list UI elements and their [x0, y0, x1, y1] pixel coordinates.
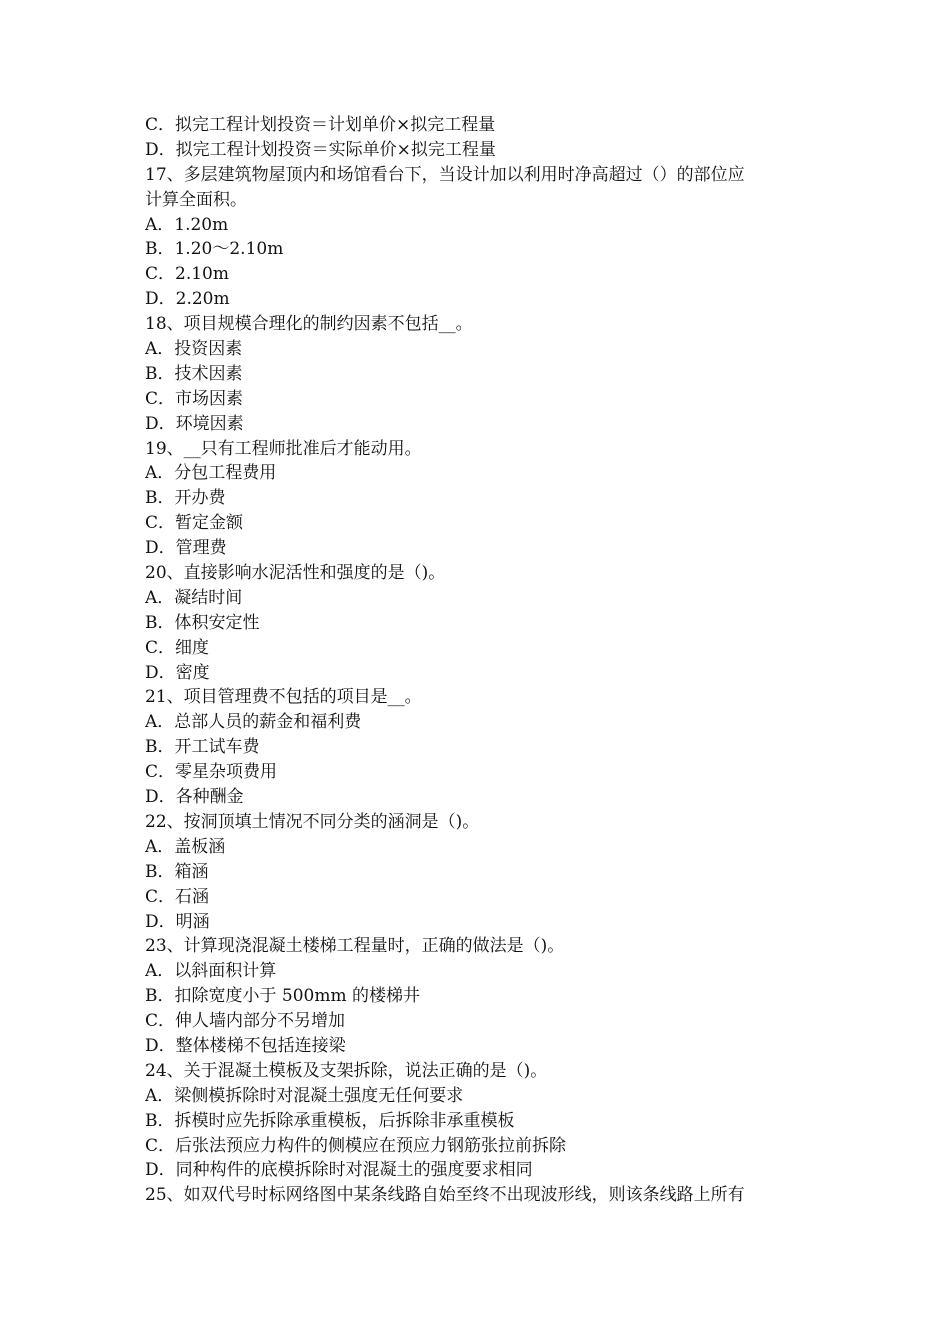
- question-19: 19、__只有工程师批准后才能动用。: [145, 438, 422, 459]
- question-18: 18、项目规模合理化的制约因素不包括__。: [145, 314, 473, 335]
- option-line: D．拟完工程计划投资＝实际单价×拟完工程量: [145, 139, 496, 160]
- question-17-continued: 计算全面积。: [145, 189, 247, 210]
- option-line: C．石涵: [145, 886, 210, 907]
- option-line: A．盖板涵: [145, 836, 226, 857]
- option-line: A．凝结时间: [145, 587, 243, 608]
- option-line: D．整体楼梯不包括连接梁: [145, 1035, 346, 1056]
- option-line: D．环境因素: [145, 413, 244, 434]
- option-line: B．拆模时应先拆除承重模板，后拆除非承重模板: [145, 1110, 515, 1131]
- question-23: 23、计算现浇混凝土楼梯工程量时，正确的做法是（)。: [145, 936, 565, 957]
- option-line: B．技术因素: [145, 363, 243, 384]
- option-line: C．市场因素: [145, 388, 244, 409]
- option-line: B．体积安定性: [145, 612, 260, 633]
- option-line: D．同种构件的底模拆除时对混凝土的强度要求相同: [145, 1160, 533, 1181]
- option-line: D．密度: [145, 662, 210, 683]
- question-22: 22、按洞顶填土情况不同分类的涵洞是（)。: [145, 811, 480, 832]
- option-line: A．总部人员的薪金和福利费: [145, 712, 362, 733]
- option-line: C．后张法预应力构件的侧模应在预应力钢筋张拉前拆除: [145, 1135, 567, 1156]
- option-line: D．2.20m: [145, 289, 230, 310]
- option-line: C．伸人墙内部分不另增加: [145, 1011, 346, 1032]
- option-line: B．开工试车费: [145, 737, 260, 758]
- option-line: B．扣除宽度小于 500mm 的楼梯井: [145, 986, 420, 1007]
- option-line: D．管理费: [145, 538, 227, 559]
- option-line: B．箱涵: [145, 861, 209, 882]
- question-25: 25、如双代号时标网络图中某条线路自始至终不出现波形线，则该条线路上所有: [145, 1185, 745, 1206]
- question-17: 17、多层建筑物屋顶内和场馆看台下，当设计加以利用时净高超过（）的部位应: [145, 164, 745, 185]
- option-line: C．零星杂项费用: [145, 762, 278, 783]
- option-line: A．梁侧模拆除时对混凝土强度无任何要求: [145, 1085, 464, 1106]
- option-line: C．2.10m: [145, 264, 229, 285]
- option-line: C．暂定金额: [145, 513, 244, 534]
- question-21: 21、项目管理费不包括的项目是__。: [145, 687, 422, 708]
- option-line: A．以斜面积计算: [145, 961, 277, 982]
- option-line: C．细度: [145, 637, 210, 658]
- option-line: A．1.20m: [145, 214, 229, 235]
- option-line: B．开办费: [145, 488, 226, 509]
- option-line: B．1.20～2.10m: [145, 239, 284, 260]
- question-20: 20、直接影响水泥活性和强度的是（)。: [145, 563, 446, 584]
- option-line: D．各种酬金: [145, 787, 244, 808]
- option-line: A．分包工程费用: [145, 463, 277, 484]
- option-line: D．明涵: [145, 911, 210, 932]
- option-line: C．拟完工程计划投资＝计划单价×拟完工程量: [145, 115, 496, 135]
- option-line: A．投资因素: [145, 339, 243, 360]
- question-24: 24、关于混凝土模板及支架拆除，说法正确的是（)。: [145, 1060, 548, 1081]
- question-text-block: [145, 113, 815, 1208]
